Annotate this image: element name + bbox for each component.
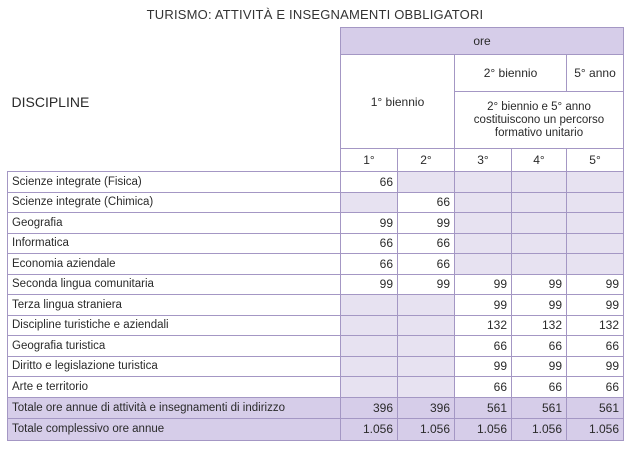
quinto-anno-header: 5° anno	[567, 55, 624, 92]
hours-cell: 99	[567, 295, 624, 316]
empty-hours-cell	[341, 295, 398, 316]
year-header: 3°	[455, 149, 512, 172]
table-title: TURISMO: ATTIVITÀ E INSEGNAMENTI OBBLIGATORI	[146, 7, 484, 22]
empty-hours-cell	[398, 377, 455, 398]
total-value-cell: 1.056	[455, 419, 512, 441]
hours-cell: 66	[398, 192, 455, 213]
year-header: 2°	[398, 149, 455, 172]
empty-hours-cell	[512, 254, 567, 275]
hours-cell: 99	[512, 274, 567, 295]
empty-hours-cell	[567, 254, 624, 275]
table-row	[8, 336, 624, 357]
hours-cell: 99	[567, 274, 624, 295]
empty-hours-cell	[398, 295, 455, 316]
table-row	[8, 172, 624, 193]
subject-cell: Scienze integrate (Chimica)	[8, 192, 341, 213]
empty-hours-cell	[512, 233, 567, 254]
subject-cell: Diritto e legislazione turistica	[8, 356, 341, 377]
total-value-cell: 396	[341, 397, 398, 419]
total-label: Totale ore annue di attività e insegnamenti di indirizzo	[8, 397, 341, 419]
total-row	[8, 397, 624, 419]
year-header: 1°	[341, 149, 398, 172]
total-value-cell: 561	[512, 397, 567, 419]
table-row	[8, 377, 624, 398]
primo-biennio-header: 1° biennio	[341, 55, 455, 149]
hours-cell: 66	[398, 254, 455, 275]
subject-cell: Economia aziendale	[8, 254, 341, 275]
empty-hours-cell	[512, 192, 567, 213]
combined-note: 2° biennio e 5° anno costituiscono un percorso formativo unitario	[455, 92, 624, 149]
hours-cell: 99	[512, 295, 567, 316]
discipline-header: DISCIPLINE	[8, 55, 341, 149]
hours-cell: 99	[398, 213, 455, 234]
total-row	[8, 419, 624, 441]
table-row	[8, 192, 624, 213]
hours-cell: 99	[455, 295, 512, 316]
subject-cell: Informatica	[8, 233, 341, 254]
year-header: 5°	[567, 149, 624, 172]
empty-hours-cell	[455, 172, 512, 193]
curriculum-table	[7, 27, 624, 441]
empty-hours-cell	[567, 233, 624, 254]
empty-hours-cell	[455, 254, 512, 275]
hours-cell: 132	[567, 315, 624, 336]
empty-hours-cell	[341, 356, 398, 377]
table-row	[8, 274, 624, 295]
table-row	[8, 356, 624, 377]
subject-cell: Geografia	[8, 213, 341, 234]
subject-cell: Scienze integrate (Fisica)	[8, 172, 341, 193]
empty-hours-cell	[455, 233, 512, 254]
empty-hours-cell	[341, 336, 398, 357]
subject-cell: Seconda lingua comunitaria	[8, 274, 341, 295]
hours-cell: 66	[567, 377, 624, 398]
hours-cell: 66	[398, 233, 455, 254]
table-row	[8, 254, 624, 275]
total-value-cell: 1.056	[398, 419, 455, 441]
table-row	[8, 233, 624, 254]
total-value-cell: 561	[455, 397, 512, 419]
total-value-cell: 561	[567, 397, 624, 419]
hours-cell: 66	[341, 254, 398, 275]
hours-cell: 99	[341, 274, 398, 295]
total-value-cell: 396	[398, 397, 455, 419]
hours-cell: 66	[455, 336, 512, 357]
empty-hours-cell	[341, 377, 398, 398]
table-row	[8, 295, 624, 316]
empty-hours-cell	[398, 336, 455, 357]
subject-cell: Terza lingua straniera	[8, 295, 341, 316]
empty-hours-cell	[341, 315, 398, 336]
ore-header: ore	[341, 28, 624, 55]
hours-cell: 99	[341, 213, 398, 234]
table-row	[8, 315, 624, 336]
empty-hours-cell	[341, 192, 398, 213]
empty-hours-cell	[567, 213, 624, 234]
hours-cell: 66	[512, 377, 567, 398]
hours-cell: 66	[512, 336, 567, 357]
total-label: Totale complessivo ore annue	[8, 419, 341, 441]
total-value-cell: 1.056	[341, 419, 398, 441]
empty-hours-cell	[398, 356, 455, 377]
hours-cell: 99	[455, 356, 512, 377]
year-row-blank	[8, 149, 341, 172]
empty-hours-cell	[398, 315, 455, 336]
header-blank	[8, 28, 341, 55]
secondo-biennio-header: 2° biennio	[455, 55, 567, 92]
hours-cell: 66	[341, 172, 398, 193]
hours-cell: 66	[341, 233, 398, 254]
table-row	[8, 213, 624, 234]
empty-hours-cell	[567, 192, 624, 213]
hours-cell: 132	[512, 315, 567, 336]
total-value-cell: 1.056	[567, 419, 624, 441]
empty-hours-cell	[512, 213, 567, 234]
hours-cell: 99	[455, 274, 512, 295]
empty-hours-cell	[512, 172, 567, 193]
hours-cell: 66	[455, 377, 512, 398]
empty-hours-cell	[455, 213, 512, 234]
year-header: 4°	[512, 149, 567, 172]
hours-cell: 132	[455, 315, 512, 336]
empty-hours-cell	[567, 172, 624, 193]
subject-cell: Arte e territorio	[8, 377, 341, 398]
empty-hours-cell	[455, 192, 512, 213]
hours-cell: 99	[398, 274, 455, 295]
empty-hours-cell	[398, 172, 455, 193]
hours-cell: 99	[512, 356, 567, 377]
total-value-cell: 1.056	[512, 419, 567, 441]
subject-cell: Geografia turistica	[8, 336, 341, 357]
hours-cell: 99	[567, 356, 624, 377]
hours-cell: 66	[567, 336, 624, 357]
subject-cell: Discipline turistiche e aziendali	[8, 315, 341, 336]
